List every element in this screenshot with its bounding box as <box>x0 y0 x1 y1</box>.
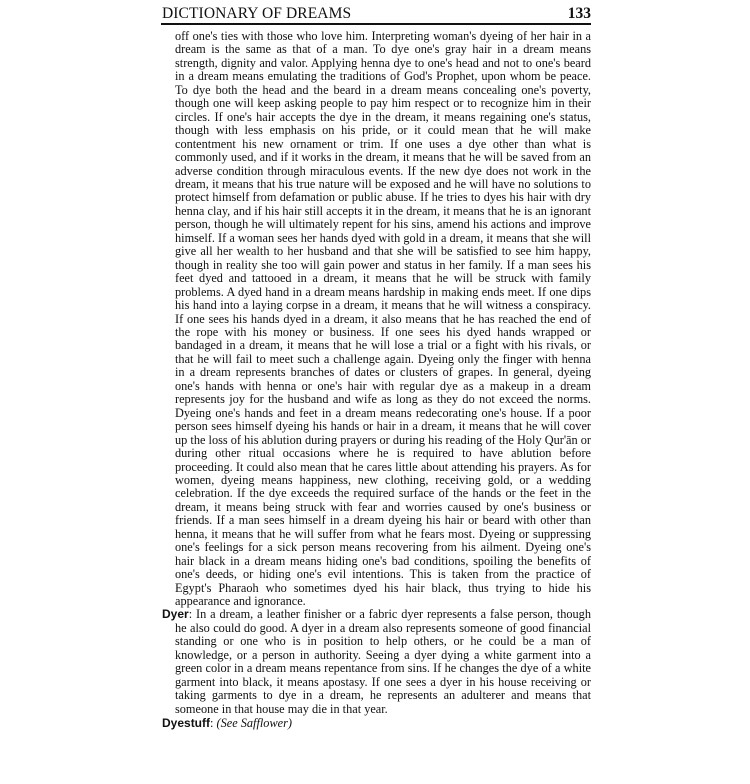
running-header <box>161 3 591 23</box>
dictionary-entry-dyestuff <box>161 717 591 730</box>
dictionary-entry-dyer <box>161 608 591 716</box>
page-number: 133 <box>567 5 591 22</box>
page-body <box>161 30 591 731</box>
continued-entry-text: off one's ties with those who love him. Interpreting woman's dyeing of her hair in a dream is the same as that of a man. To dye one's gray hair in a dream means strength, dignity and valor. Applying henna dye to one's head and not to one's beard in a dream means emulating the traditions of God's Prophet, upon whom be peace. To dye both the head and the beard in a dream means concealing one's poverty, though one will keep asking people to pay him respect or to recognize him in their circles. If one's hair accepts the dye in the dream, it means regaining one's status, though with less emphasis on his pride, or it could mean that he will make contentment his new ornament or trim. If one uses a dye other than what is commonly used, and if it works in the dream, it means that he will be saved from an adverse condition through miraculous events. If the new dye does not work in the dream, it means that his true nature will be exposed and he will have no solutions to protect himself from defamation or public abuse. If he tries to dyes his hair with dry henna clay, and if his hair still accepts it in the dream, it means that he is an ignorant person, though he will ultimately repent for his sins, amend his actions and improve himself. If a woman sees her hands dyed with gold in a dream, it means that she will give all her wealth to her husband and that she will be satisfied to see him happy, though in reality she too will gain power and status in her family. If a man sees his feet dyed and tattooed in a dream, it means that he will be struck with family problems. A dyed hand in a dream means hardship in making ends meet. If one dips his hand into a laying corpse in a dream, it means that he will witness a conspiracy. If one sees his hands dyed in a dream, it also means that he has reached the end of the rope with his money or business. If one sees his dyed hands wrapped or bandaged in a dream, it means that he will lose a trial or a fight with his rivals, or that he will fail to meet such a challenge again. Dyeing only the finger with henna in a dream represents branches of dates or clusters of grapes. In general, dyeing one's hands with henna or one's hair with regular dye as a makeup in a dream represents joy for the husband and wife as long as they do not exceed the norms. Dyeing one's hands and feet in a dream means redecorating one's house. If a poor person sees himself dyeing his hands or hair in a dream, it means that he will cover up the loss of his ablution during prayers or during his reading of the Holy Qur'ān or during other ritual occasions where he is required to have ablution before proceeding. It could also mean that he cares little about attending his prayers. As for women, dyeing means happiness, new clothing, receiving gold, or a wedding celebration. If the dye exceeds the required surface of the hands or the feet in the dream, it means being struck with fear and worries caused by one's business or friends. If a man sees himself in a dream dyeing his hair or beard with other than henna, it means that he will suffer from what he fears most. Dyeing or suppressing one's feelings for a sick person means recovering from his ailment. Dyeing one's hair black in a dream means hiding one's bad conditions, spoiling the benefits of one's deeds, or hiding one's evil intentions. This is taken from the practice of Egypt's Pharaoh who sometimes dyed his hair black, thus trying to hide his appearance and ignorance. <box>175 29 591 609</box>
entry-separator: : <box>188 607 196 622</box>
entry-term: Dyer <box>162 607 189 622</box>
entry-text: In a dream, a leather finisher or a fabric dyer represents a false person, though he also could do good. A dyer in a dream also represents someone of good financial standing or one who is in position to help others, or he could be a man of knowledge, or a person in authority. Seeing a dyer dying a white garment into a green color in a dream means repentance from sins. If he changes the dye of a white garment into black, it means apostasy. If one sees a dyer in his house receiving or taking garments to dye in a dream, he represents an adulterer and means that someone in that house may die in that year. <box>175 607 591 716</box>
header-rule <box>161 23 591 25</box>
entry-term: Dyestuff <box>162 716 211 731</box>
entry-separator: : <box>210 716 217 731</box>
running-title: DICTIONARY OF DREAMS <box>162 5 352 22</box>
cross-reference: (See Safflower) <box>216 716 292 731</box>
